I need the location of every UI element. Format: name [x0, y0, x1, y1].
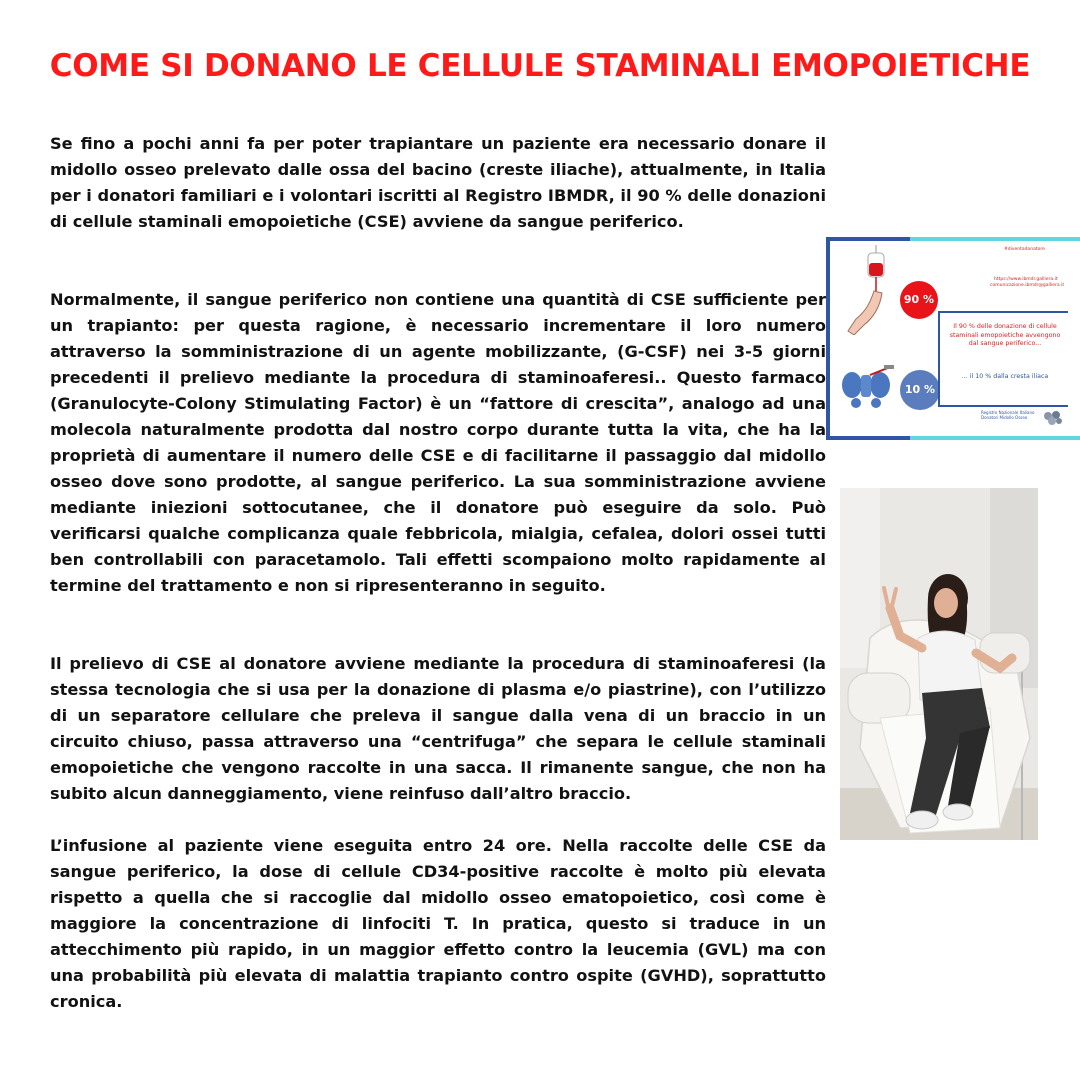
badge-10-percent: 10 %: [900, 370, 940, 410]
frame-border: [826, 237, 830, 440]
paragraph-intro: Se fino a pochi anni fa per poter trapiantare un paziente era necessario donare il midollo osseo prelevato dalle ossa del bacino (creste iliache), attualmente, in Italia per i donatori familiari e i volontari iscritti al Registro IBMDR, il 90 % delle donazioni di cellule staminali emopoietiche (CSE) avviene da sangue periferico.: [50, 134, 826, 231]
frame-border: [826, 237, 910, 241]
infographic-callout-box: [938, 311, 1068, 407]
infographic-hashtag: #diventadonatore: [1004, 247, 1045, 252]
registry-label: Registro Nazionale Italiano Donatori Midollo Osseo: [981, 410, 1035, 420]
donor-photo: [840, 488, 1038, 840]
paragraph-mobilization: Normalmente, il sangue periferico non contiene una quantità di CSE sufficiente per un trapianto: per questa ragione, è necessario incrementare il loro numero attraverso la somministrazione di un agente mobilizzante, (G-CSF) nei 3-5 giorni precedenti il prelievo mediante la procedura di staminoaferesi.. Questo farmaco (Granulocyte-Colony Stimulating Factor) è un “fattore di crescita”, analogo ad una molecola naturalmente prodotta dal nostro corpo durante tutta la vita, che ha la proprietà di aumentare il numero delle CSE e di facilitarne il passaggio dal midollo osseo dove sono prodotte, al sangue periferico. La sua somministrazione avviene mediante iniezioni sottocutanee, che il donatore può eseguire da solo. Può verificarsi qualche complicanza quale febbricola, mialgia, cefalea, dolori ossei tutti ben controllabili con paracetamolo. Tali effetti scompaiono molto rapidamente al termine del trattamento e non si ripresenteranno in seguito.: [50, 290, 826, 595]
blood-bag-arm-icon: [844, 245, 888, 335]
page-title: COME SI DONANO LE CELLULE STAMINALI EMOPOIETICHE: [49, 48, 1031, 84]
badge-90-percent: 90 %: [900, 281, 938, 319]
infographic-website: https://www.ibmdr.galliera.it: [994, 277, 1058, 282]
donation-infographic: [826, 237, 1080, 440]
frame-border: [910, 436, 1080, 440]
frame-border: [910, 237, 1080, 241]
paragraph-collection: Il prelievo di CSE al donatore avviene mediante la procedura di staminoaferesi (la stessa tecnologia che si usa per la donazione di plasma e/o piastrine), con l’utilizzo di un separatore cellulare che preleva il sangue dalla vena di un braccio in un circuito chiuso, passa attraverso una “centrifuga” che separa le cellule staminali emopoietiche che vengono raccolte in una sacca. Il rimanente sangue, che non ha subito alcun danneggiamento, viene reinfuso dall’altro braccio.: [50, 654, 826, 803]
frame-border: [826, 436, 910, 440]
callout-subtext: ... il 10 % dalla cresta iliaca: [961, 373, 1049, 380]
registry-logo-icon: [1043, 410, 1063, 426]
paragraph-infusion: L’infusione al paziente viene eseguita entro 24 ore. Nella raccolte delle CSE da sangue periferico, la dose di cellule CD34-positive raccolte è molto più elevata rispetto a quella che si raccoglie dal midollo osseo ematopoietico, così come è maggiore la concentrazione di linfociti T. In pratica, questo si traduce in un attecchimento più rapido, in un maggior effetto contro la leucemia (GVL) ma con una probabilità più elevata di malattia trapianto contro ospite (GVHD), soprattutto cronica.: [50, 836, 826, 1011]
pelvis-syringe-icon: [840, 365, 896, 411]
infographic-email: comunicazione.ibmdr@galliera.it: [990, 283, 1065, 288]
donor-in-chair-illustration: [840, 488, 1038, 840]
callout-text: Il 90 % delle donazione di cellule staminali emopoietiche avvengono dal sangue periferico...: [949, 323, 1061, 347]
